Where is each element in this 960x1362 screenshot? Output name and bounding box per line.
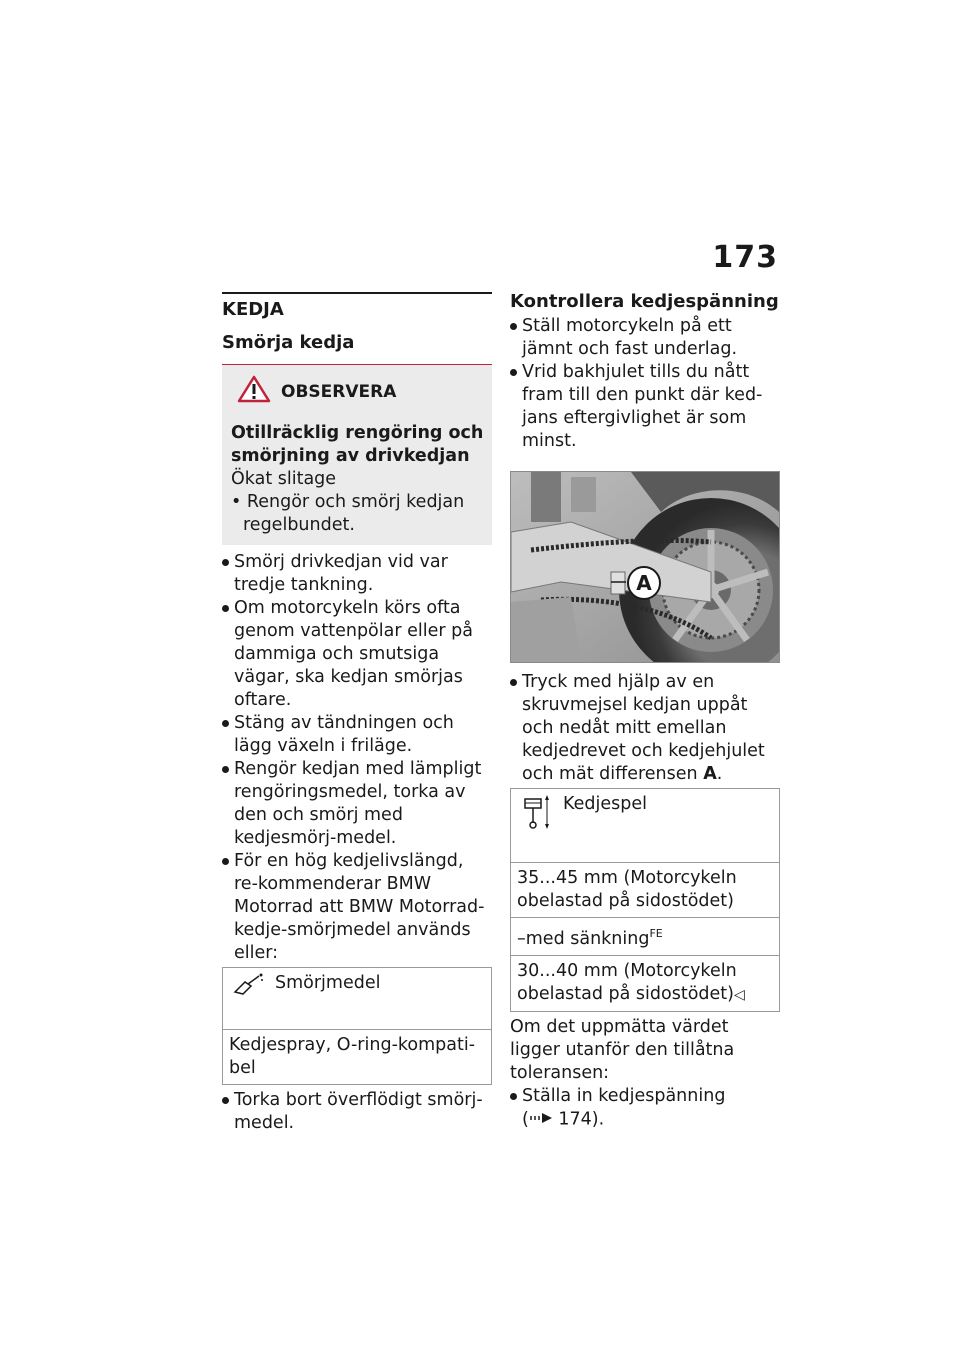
spec-label: Kedjespel [563,794,647,814]
measure-ref: A [703,764,717,784]
notice-label: OBSERVERA [281,382,397,402]
spec-header [511,789,779,863]
notice-header [231,375,484,410]
final-step [222,1089,492,1135]
list-item: För en hög kedjelivslängd, re-kommenderar BMW Motorrad att BMW Motorrad-kedje-smörjmedel används eller: [222,850,492,965]
spec-variant-lowered [511,918,779,956]
chain-slack-spec-table [510,788,780,1012]
warning-triangle-icon [237,375,271,410]
spec-header [223,968,491,1030]
list-item: Ställa in kedjespänning ( 174). [510,1085,780,1132]
notice-action: • Rengör och smörj kedjan regelbundet. [231,492,465,535]
spec-value: Kedjespray, O-ring-kompati-bel [229,1035,476,1078]
list-item: Stäng av tändningen och lägg växeln i friläge. [222,712,492,758]
end-mark: ◁ [733,986,745,1003]
tension-steps [510,315,780,453]
chain-photo [510,471,780,663]
notice-box [222,365,492,545]
page-ref[interactable]: 174). [558,1109,605,1130]
photo-label-a: A [636,571,652,595]
page-number: 173 [712,240,778,275]
notice-consequence: Ökat slitage [231,469,337,489]
page-ref-arrow-icon [529,1108,553,1131]
list-item: Vrid bakhjulet tills du nått fram till den punkt där ked-jans eftergivlighet är som minst. [510,361,780,453]
list-item: Ställ motorcykeln på ett jämnt och fast underlag. [510,315,780,361]
section-rule [222,292,492,294]
oil-can-icon [231,972,267,1003]
tolerance-text: Om det uppmätta värdet ligger utanför den tillåtna toleransen: [510,1016,735,1083]
notice-action-text: Rengör och smörj kedjan regelbundet. [243,492,465,535]
adjust-text: Ställa in kedjespänning [522,1085,726,1106]
chain-slack-gauge-icon [519,793,555,838]
spec-value-lowered [511,956,779,1011]
chain-tension-heading: Kontrollera kedjespänning [510,291,779,312]
list-item: Om motorcykeln körs ofta genom vattenpölar eller på dammiga och smutsiga vägar, ska kedjan smörjas oftare. [222,597,492,712]
variant-text: –med sänkning [517,928,650,949]
spec-value-standard: 35...45 mm (Motorcykeln obelastad på sidostödet) [511,863,779,918]
list-item: Tryck med hjälp av en skruvmejsel kedjan uppåt och nedåt mitt emellan kedjedrevet och kedjehjulet och mät differensen A. [510,671,780,786]
section-title: KEDJA [222,299,284,320]
list-item: Smörj drivkedjan vid var tredje tankning. [222,551,492,597]
variant-code: FE [649,927,663,940]
adjust-step [510,1085,780,1132]
sub-title: Smörja kedja [222,331,492,365]
lowered-value: 30...40 mm (Motorcykeln obelastad på sidostödet) [517,960,737,1004]
lubrication-steps [222,551,492,965]
list-item: Torka bort överflödigt smörj-medel. [222,1089,492,1135]
notice-title: Otillräcklig rengöring och smörjning av drivkedjan [231,423,484,466]
spec-label: Smörjmedel [275,973,381,993]
measure-step [510,671,780,786]
left-column [222,292,492,1135]
right-column [510,290,780,1131]
measure-text: Tryck med hjälp av en skruvmejsel kedjan uppåt och nedåt mitt emellan kedjedrevet och kedjehjulet och mät differensen [522,672,765,784]
lubricant-spec-table [222,967,492,1085]
list-item: Rengör kedjan med lämpligt rengöringsmedel, torka av den och smörj med kedjesmörj-medel. [222,758,492,850]
